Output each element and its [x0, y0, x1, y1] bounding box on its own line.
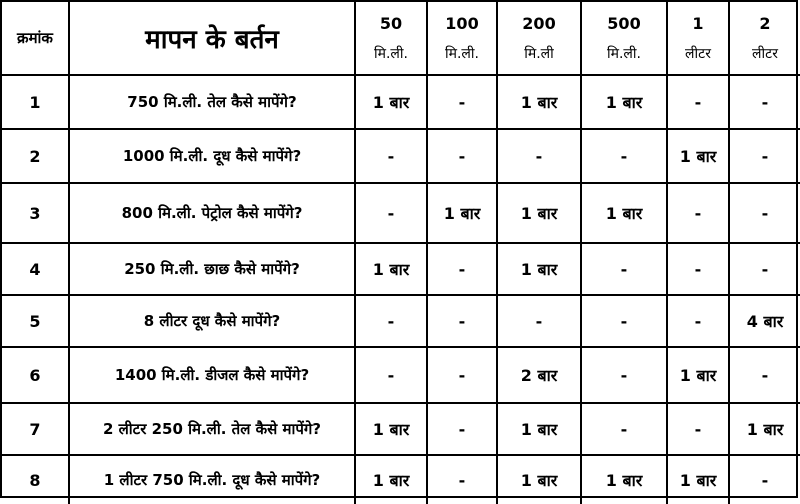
row-value-cell: -	[428, 244, 498, 296]
row-index: 7	[2, 404, 70, 456]
header-size-100ml	[428, 2, 498, 76]
row-value-cell: 1 बार	[668, 130, 730, 184]
size-unit: मि.ली	[524, 45, 554, 62]
row-value-cell: -	[356, 296, 428, 348]
row-index: 1	[2, 76, 70, 130]
row-value-cell: -	[428, 130, 498, 184]
row-question: 1000 मि.ली. दूध कैसे मापेंगे?	[70, 130, 356, 184]
row-value-cell: -	[668, 76, 730, 130]
row-question: 250 मि.ली. छाछ कैसे मापेंगे?	[70, 244, 356, 296]
row-question: 2 लीटर 250 मि.ली. तेल कैसे मापेंगे?	[70, 404, 356, 456]
header-size-1l	[668, 2, 730, 76]
row-question: 750 मि.ली. तेल कैसे मापेंगे?	[70, 76, 356, 130]
row-value-cell: 1 बार	[668, 348, 730, 404]
row-value-cell: 1 बार	[582, 184, 668, 244]
row-value-cell: -	[668, 244, 730, 296]
header-size-200ml	[498, 2, 582, 76]
size-unit: मि.ली.	[373, 45, 409, 62]
row-value-cell: -	[730, 244, 800, 296]
row-value-cell: -	[428, 456, 498, 504]
row-index: 4	[2, 244, 70, 296]
row-value-cell: 1 बार	[356, 404, 428, 456]
row-value-cell: -	[668, 184, 730, 244]
size-unit: लीटर	[685, 45, 711, 62]
row-value-cell: -	[730, 76, 800, 130]
row-index: 3	[2, 184, 70, 244]
row-value-cell: -	[582, 296, 668, 348]
row-value-cell: -	[582, 404, 668, 456]
header-size-500ml	[582, 2, 668, 76]
size-value: 1	[692, 13, 704, 33]
row-value-cell: -	[761, 470, 769, 490]
row-value-cell: 1 बार	[356, 456, 428, 504]
header-size-2l	[730, 2, 800, 76]
row-index: 5	[2, 296, 70, 348]
row-index: 6	[2, 348, 70, 404]
size-value: 50	[379, 13, 403, 33]
row-value-cell: -	[428, 404, 498, 456]
row-value-cell: 1 बार	[668, 456, 730, 504]
row-value-cell: 1 बार	[582, 456, 668, 504]
row-value-cell: 1 बार	[498, 404, 582, 456]
size-unit: लीटर	[752, 45, 778, 62]
row-value-cell: 1 बार	[498, 244, 582, 296]
row-value-cell: 4 बार	[730, 296, 800, 348]
row-value-cell: 2 बार	[498, 348, 582, 404]
row-question: 1400 मि.ली. डीजल कैसे मापेंगे?	[70, 348, 356, 404]
row-value-cell: -	[428, 76, 498, 130]
row-value-cell: -	[730, 130, 800, 184]
row-value-cell: 1 बार	[356, 76, 428, 130]
size-value: 500	[607, 13, 641, 33]
row-value-cell: 1 बार	[730, 404, 800, 456]
header-index-label: क्रमांक	[2, 2, 70, 76]
row-value-cell: -	[356, 348, 428, 404]
row-value-cell: -	[582, 244, 668, 296]
row-value-cell: 1 बार	[498, 184, 582, 244]
row-question: 8 लीटर दूध कैसे मापेंगे?	[70, 296, 356, 348]
row-value-cell: 1 बार	[582, 76, 668, 130]
size-unit: मि.ली.	[444, 45, 480, 62]
row-index: 2	[2, 130, 70, 184]
row-value-cell: 1 बार	[356, 244, 428, 296]
row-value-cell: -	[582, 130, 668, 184]
row-value-cell: -	[356, 130, 428, 184]
row-value-cell: -	[668, 296, 730, 348]
row-value-cell: -	[582, 348, 668, 404]
row-value-cell: 1 बार	[498, 456, 582, 504]
row-value-cell: -	[428, 348, 498, 404]
table-title: मापन के बर्तन	[70, 2, 356, 76]
row-question: 1 लीटर 750 मि.ली. दूध कैसे मापेंगे?	[70, 456, 356, 504]
row-value-cell: -	[730, 184, 800, 244]
row-value-cell: -	[356, 184, 428, 244]
row-value-cell: -	[428, 296, 498, 348]
size-unit: मि.ली.	[606, 45, 642, 62]
row-value-cell: -	[498, 296, 582, 348]
row-value-cell: 1 बार	[428, 184, 498, 244]
row-value-cell: 1 बार	[498, 76, 582, 130]
row-value-cell: -	[498, 130, 582, 184]
row-value-cell: -	[730, 348, 800, 404]
size-value: 2	[759, 13, 771, 33]
row-value-cell: -	[668, 404, 730, 456]
header-size-50ml	[356, 2, 428, 76]
row-question: 800 मि.ली. पेट्रोल कैसे मापेंगे?	[70, 184, 356, 244]
row-index: 8	[2, 456, 70, 504]
size-value: 200	[522, 13, 556, 33]
size-value: 100	[445, 13, 479, 33]
